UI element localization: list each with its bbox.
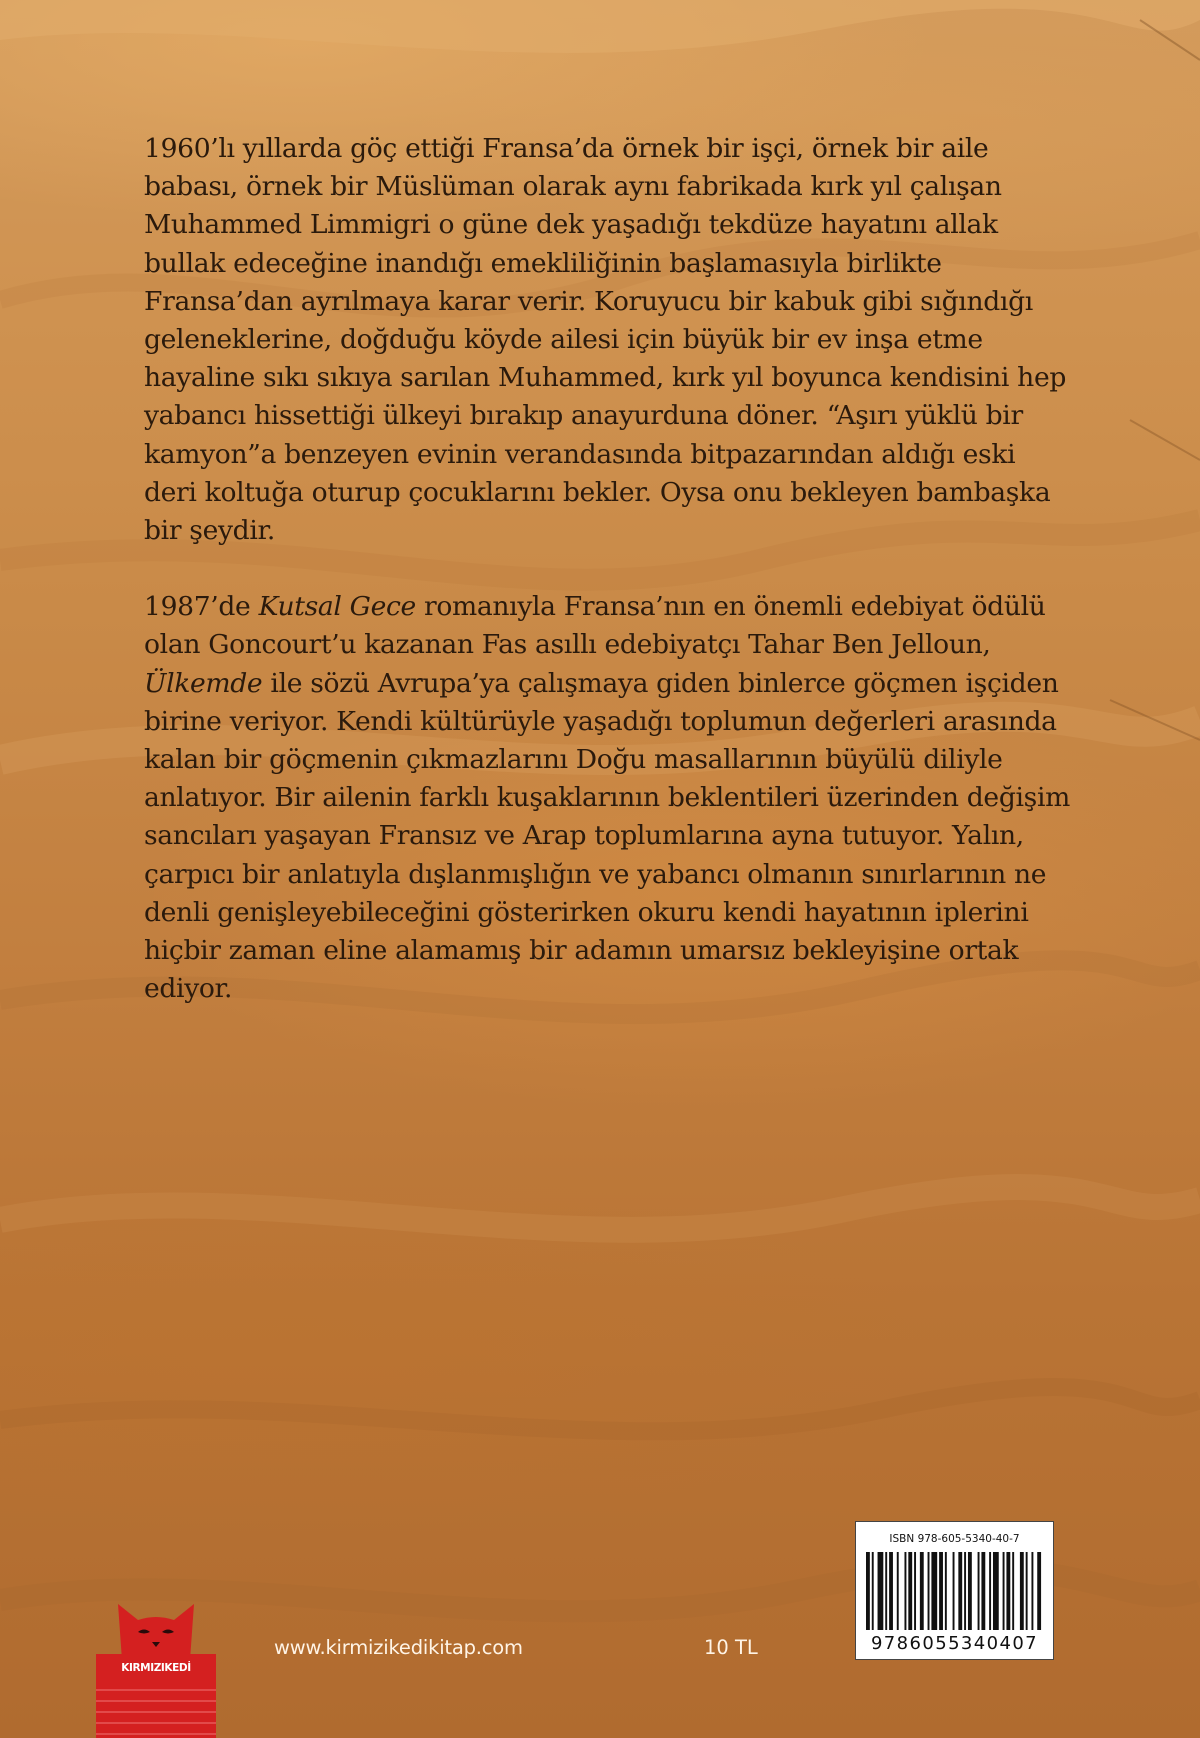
barcode-bar	[866, 1552, 870, 1630]
barcode-bar	[872, 1552, 874, 1630]
barcode-bar	[964, 1552, 966, 1630]
barcode-bar	[989, 1552, 991, 1630]
publisher-logo-text: KIRMIZIKEDİ	[121, 1662, 191, 1674]
barcode-bar	[931, 1552, 937, 1630]
logo-band	[96, 1654, 216, 1738]
barcode-bar	[897, 1552, 899, 1630]
barcode-bar	[904, 1552, 906, 1630]
barcode-bar	[908, 1552, 912, 1630]
barcode-bar	[1031, 1552, 1033, 1630]
barcode-bars	[866, 1552, 1043, 1630]
paragraph-2-text-3: ile sözü Avrupa’ya çalışmaya giden binlerce göçmen işçiden birine veriyor. Kendi kültürüyle yaşadığı toplumun değerleri arasında kalan bir göçmenin çıkmazlarını Doğu masallarının büyülü diliyle anlatıyor. Bir ailenin farklı kuşaklarının beklentileri üzerinden değişim sancıları yaşayan Fransız ve Arap toplumlarına ayna tutuyor. Yalın, çarpıcı bir anlatıyla dışlanmışlığın ve yabancı olmanın sınırlarının ne denli genişleyebileceğini gösterirken okuru kendi hayatının iplerini hiçbir zaman eline alamamış bir adamın umarsız bekleyişine ortak ediyor.	[144, 667, 1070, 1005]
isbn-label: ISBN 978-605-5340-40-7	[889, 1533, 1020, 1545]
barcode-bar	[885, 1552, 887, 1630]
barcode-bar	[939, 1552, 943, 1630]
barcode-number: 9786055340407	[870, 1633, 1039, 1654]
barcode-bar	[1003, 1552, 1005, 1630]
cat-icon	[112, 1598, 200, 1660]
book-title-kutsal-gece: Kutsal Gece	[258, 591, 416, 623]
back-cover-description	[144, 130, 1074, 1046]
paragraph-2-text-2: romanıyla Fransa’nın en önemli edebiyat ödülü olan Goncourt’u kazanan Fas asıllı edebiyatçı Tahar Ben Jelloun,	[144, 591, 1046, 661]
barcode-bar	[878, 1552, 884, 1630]
description-paragraph-1: 1960’lı yıllarda göç ettiği Fransa’da örnek bir işçi, örnek bir aile babası, örnek bir Müslüman olarak aynı fabrikada kırk yıl çalışan Muhammed Limmigri o güne dek yaşadığı tekdüze hayatını allak bullak edeceğine inandığı emekliliğinin başlamasıyla birlikte Fransa’dan ayrılmaya karar verir. Koruyucu bir kabuk gibi sığındığı geleneklerine, doğduğu köyde ailesi için büyük bir ev inşa etme hayaline sıkı sıkıya sarılan Muhammed, kırk yıl boyunca kendisini hep yabancı hissettiği ülkeyi bırakıp anayurduna döner. “Aşırı yüklü bir kamyon”a benzeyen evinin verandasında bitpazarından aldığı eski deri koltuğa oturup çocuklarını bekler. Oysa onu bekleyen bambaşka bir şeydir.	[144, 133, 1067, 547]
barcode-bar	[1012, 1552, 1014, 1630]
barcode-bar	[914, 1552, 916, 1630]
barcode-bar	[920, 1552, 924, 1630]
description-paragraph-2	[144, 588, 1074, 1008]
barcode-bar	[1020, 1552, 1024, 1630]
barcode-bar	[968, 1552, 972, 1630]
isbn-barcode	[855, 1521, 1054, 1660]
barcode-bar	[981, 1552, 985, 1630]
publisher-website: www.kirmizikedikitap.com	[274, 1636, 523, 1659]
book-price: 10 TL	[704, 1636, 758, 1659]
barcode-bar	[1037, 1552, 1041, 1630]
barcode-bar	[945, 1552, 947, 1630]
logo-book-stripes	[96, 1680, 216, 1738]
barcode-bar	[928, 1552, 930, 1630]
barcode-bar	[958, 1552, 962, 1630]
barcode-bar	[953, 1552, 955, 1630]
barcode-bar	[1006, 1552, 1010, 1630]
barcode-bar	[993, 1552, 999, 1630]
paragraph-2-text-1: 1987’de	[144, 591, 259, 623]
barcode-bar	[978, 1552, 980, 1630]
book-title-ulkemde: Ülkemde	[144, 667, 263, 699]
barcode-bar	[889, 1552, 893, 1630]
barcode-bar	[1026, 1552, 1028, 1630]
publisher-logo	[96, 1598, 216, 1738]
